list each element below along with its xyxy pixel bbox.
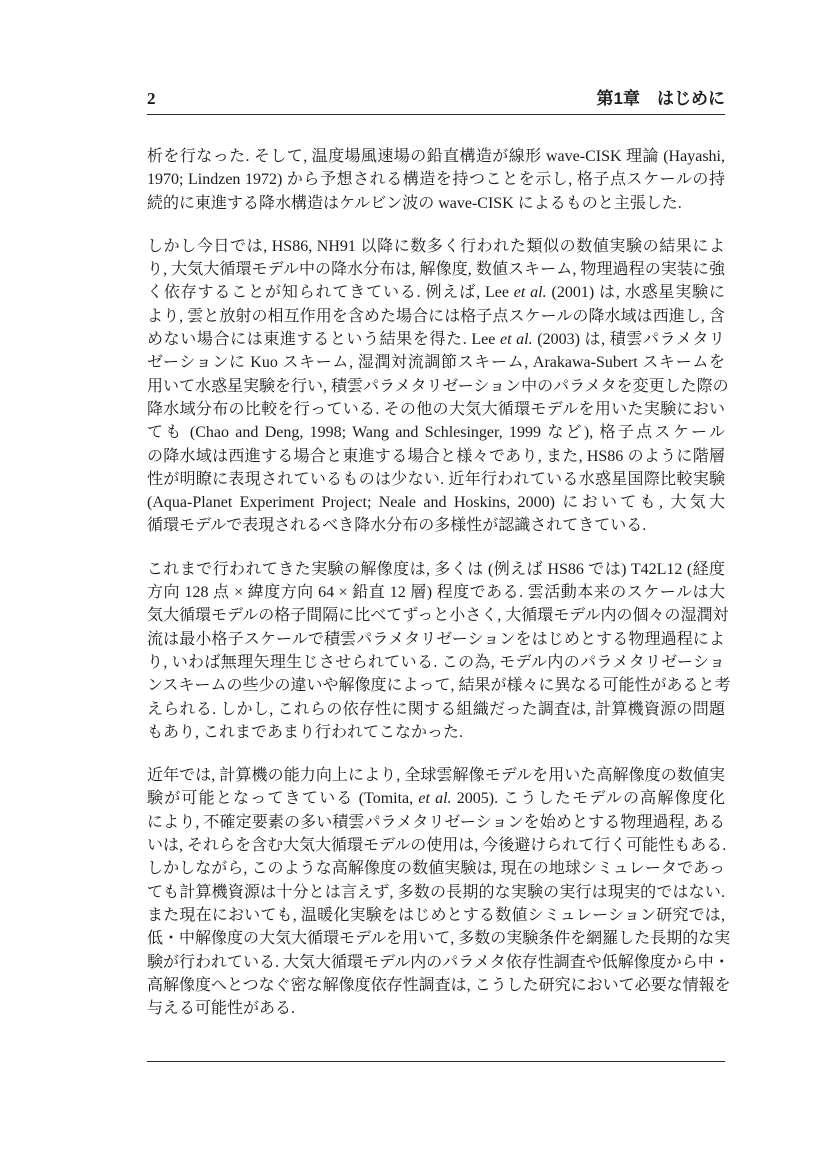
footer-rule	[147, 1061, 725, 1062]
text-line	[147, 951, 730, 974]
text-line	[147, 811, 725, 834]
text-line	[147, 168, 725, 191]
text-line	[147, 628, 725, 651]
text-run: ゼーションに Kuo スキーム, 湿潤対流調節スキーム, Arakawa-Subert スキームを	[147, 354, 725, 372]
paragraph	[147, 145, 725, 215]
text-run: 続的に東進する降水構造はケルビン波の wave-CISK によるものと主張した.	[147, 194, 682, 212]
text-line	[147, 764, 725, 787]
text-line	[147, 857, 725, 880]
text-run: (Aqua-Planet Experiment Project; Neale and Hoskins, 2000) においても, 大気大	[147, 494, 725, 512]
text-run: 近年では, 計算機の能力向上により, 全球雲解像モデルを用いた高解像度の数値実	[147, 767, 725, 785]
text-run: しかしながら, このような高解像度の数値実験は, 現在の地球シミュレータであっ	[147, 860, 725, 878]
paragraph	[147, 764, 731, 1020]
italic-text-run: et al.	[513, 284, 547, 302]
text-run: 低・中解像度の大気大循環モデルを用いて, 多数の実験条件を網羅した長期的な実	[147, 930, 731, 948]
text-run: ンスキームの些少の違いや解像度によって, 結果が様々に異なる可能性があると考	[147, 677, 731, 695]
text-line	[147, 787, 725, 810]
text-run: 験が可能となってきている (Tomita,	[147, 790, 419, 808]
text-line	[147, 721, 725, 744]
text-line	[147, 651, 725, 674]
text-run: り, いわば無理矢理生じさせられている. この為, モデル内のパラメタリゼーショ	[147, 653, 725, 671]
text-run: く依存することが知られてきている. 例えば, Lee	[147, 284, 514, 302]
text-line	[147, 904, 725, 927]
text-line	[147, 927, 731, 950]
text-run: えられる. しかし, これらの依存性に関する組織だった調査は, 計算機資源の問題	[147, 700, 725, 718]
text-line	[147, 581, 725, 604]
paragraph	[147, 235, 729, 538]
text-run: 1970; Lindzen 1972) から予想される構造を持つことを示し, 格子点スケールの持	[147, 171, 725, 189]
text-run: の降水域は西進する場合と東進する場合と様々であり, また, HS86 のように階層	[147, 447, 725, 465]
header-rule	[147, 114, 725, 115]
text-line	[147, 328, 725, 351]
text-line	[147, 351, 725, 374]
text-line	[147, 375, 729, 398]
text-line	[147, 468, 725, 491]
text-run: 気大循環モデルの格子間隔に比べてずっと小さく, 大循環モデル内の個々の湿潤対	[147, 607, 729, 625]
text-line	[147, 421, 725, 444]
text-run: 方向 128 点 × 緯度方向 64 × 鉛直 12 層) 程度である. 雲活動本来のスケールは大	[147, 584, 725, 602]
paragraph	[147, 558, 731, 744]
text-run: しかし今日では, HS86, NH91 以降に数多く行われた類似の数値実験の結果によ	[147, 237, 725, 255]
text-line	[147, 997, 725, 1020]
text-run: これまで行われてきた実験の解像度は, 多くは (例えば HS86 では) T42L12 (経度	[147, 560, 725, 578]
body-text	[147, 145, 731, 1020]
text-line	[147, 145, 725, 168]
text-line	[147, 445, 725, 468]
running-header	[147, 84, 725, 109]
text-run: また現在においても, 温暖化実験をはじめとする数値シミュレーション研究では,	[147, 906, 725, 924]
text-line	[147, 974, 731, 997]
text-line	[147, 834, 725, 857]
text-run: 与える可能性がある.	[147, 1000, 296, 1018]
text-line	[147, 192, 725, 215]
text-run: により, 不確定要素の多い積雲パラメタリゼーションを始めとする物理過程, ある	[147, 813, 725, 831]
text-run: 降水域分布の比較を行っている. その他の大気大循環モデルを用いた実験におい	[147, 400, 725, 418]
text-run: 験が行われている. 大気大循環モデル内のパラメタ依存性調査や低解像度から中・	[147, 953, 730, 971]
text-line	[147, 305, 725, 328]
italic-text-run: et al.	[500, 331, 533, 349]
text-run: 高解像度へとつなぐ密な解像度依存性調査は, こうした研究において必要な情報を	[147, 976, 731, 994]
text-block	[147, 84, 731, 1020]
chapter-running-head: 第1章 はじめに	[596, 89, 725, 108]
text-line	[147, 698, 725, 721]
text-line	[147, 491, 725, 514]
text-line	[147, 881, 725, 904]
text-run: 循環モデルで表現されるべき降水分布の多様性が認識されてきている.	[147, 517, 647, 535]
text-run: 析を行なった. そして, 温度場風速場の鉛直構造が線形 wave-CISK 理論 (Hayashi,	[147, 148, 725, 165]
text-line	[147, 514, 725, 537]
text-run: 性が明瞭に表現されているものは少ない. 近年行われている水惑星国際比較実験	[147, 470, 725, 488]
page-number: 2	[147, 89, 156, 108]
text-line	[147, 281, 725, 304]
text-run: より, 雲と放射の相互作用を含めた場合には格子点スケールの降水域は西進し, 含	[147, 307, 725, 325]
text-line	[147, 258, 725, 281]
text-line	[147, 604, 729, 627]
text-run: もあり, これまであまり行われてこなかった.	[147, 723, 464, 741]
text-run: 用いて水惑星実験を行い, 積雲パラメタリゼーション中のパラメタを変更した際の	[147, 377, 729, 395]
text-run: (2001) は, 水惑星実験に	[546, 284, 725, 302]
text-run: り, 大気大循環モデル中の降水分布は, 解像度, 数値スキーム, 物理過程の実装に強	[147, 261, 725, 279]
italic-text-run: et al.	[418, 790, 452, 808]
text-line	[147, 235, 725, 258]
text-line	[147, 558, 725, 581]
text-run: めない場合には東進するという結果を得た. Lee	[147, 331, 500, 349]
text-run: ても計算機資源は十分とは言えず, 多数の長期的な実験の実行は現実的ではない.	[147, 883, 725, 901]
text-line	[147, 674, 731, 697]
text-line	[147, 398, 725, 421]
text-run: ても (Chao and Deng, 1998; Wang and Schlesinger, 1999 など), 格子点スケール	[147, 424, 725, 442]
text-run: 2005). こうしたモデルの高解像度化	[451, 790, 725, 808]
text-run: 流は最小格子スケールで積雲パラメタリゼーションをはじめとする物理過程によ	[147, 630, 725, 648]
text-run: いは, それらを含む大気大循環モデルの使用は, 今後避けられて行く可能性もある.	[147, 837, 727, 855]
text-run: (2003) は, 積雲パラメタリ	[532, 331, 725, 349]
